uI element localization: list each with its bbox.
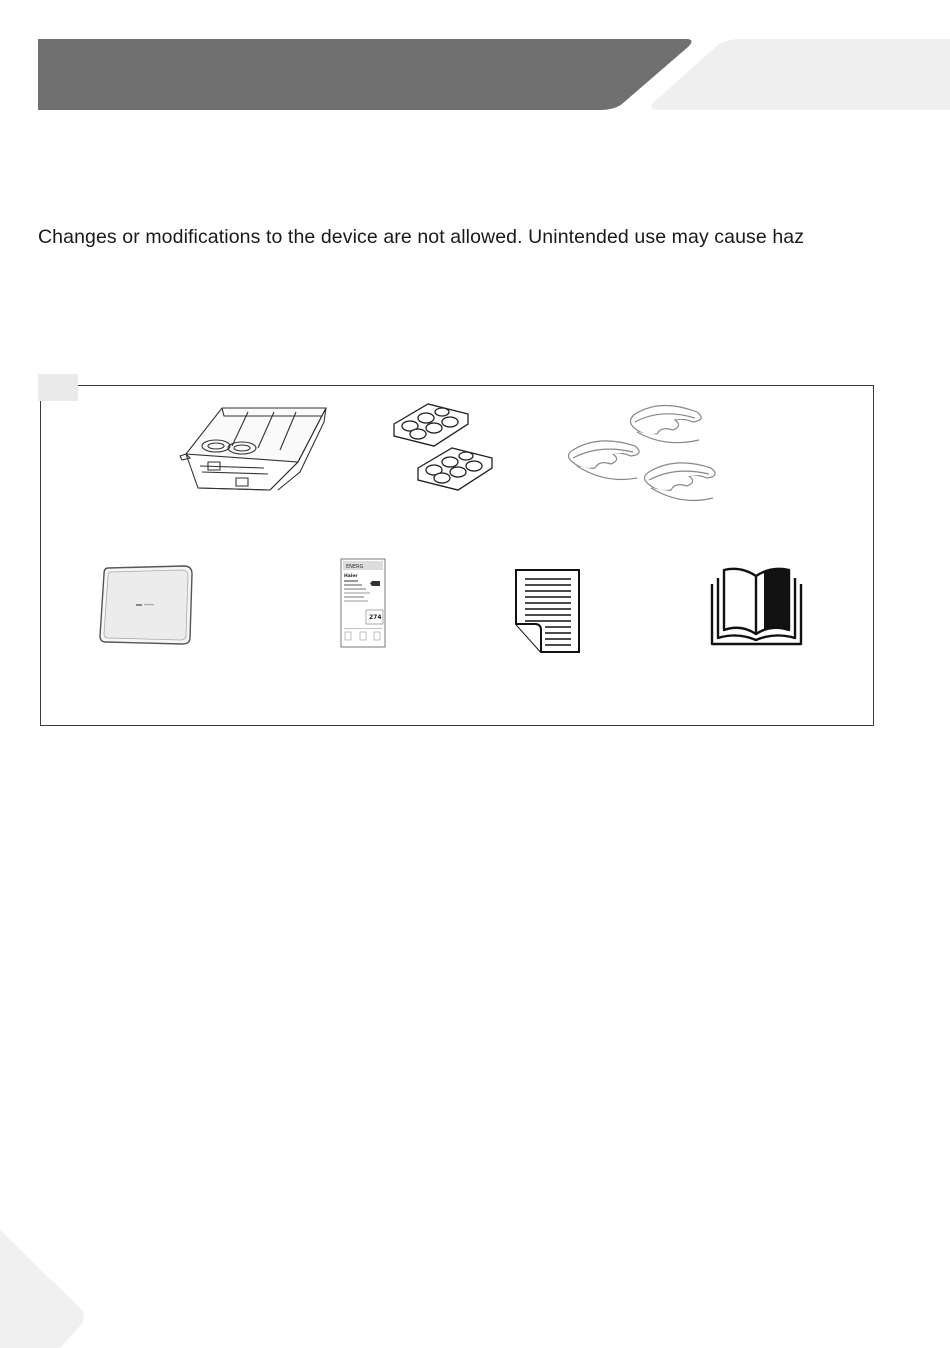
plate-icon xyxy=(96,562,196,648)
energy-label-icon xyxy=(340,558,386,648)
header-light-tab xyxy=(651,39,950,110)
svg-text:ENERG: ENERG xyxy=(346,564,364,570)
document-icon xyxy=(513,568,583,656)
egg-tray-icon xyxy=(388,400,500,500)
header-dark-bar xyxy=(38,39,692,110)
energy-label-brand: Haier xyxy=(344,574,358,579)
clip-icon xyxy=(565,400,730,512)
drawer-box-icon xyxy=(178,402,333,494)
energy-label-value: 274 xyxy=(369,614,382,621)
panel-tab xyxy=(38,374,78,401)
corner-decoration xyxy=(0,1230,90,1348)
header-band xyxy=(0,0,950,120)
manual-book-icon xyxy=(709,566,804,648)
body-paragraph: Changes or modifications to the device are not allowed. Unintended use may cause haz xyxy=(38,226,805,248)
